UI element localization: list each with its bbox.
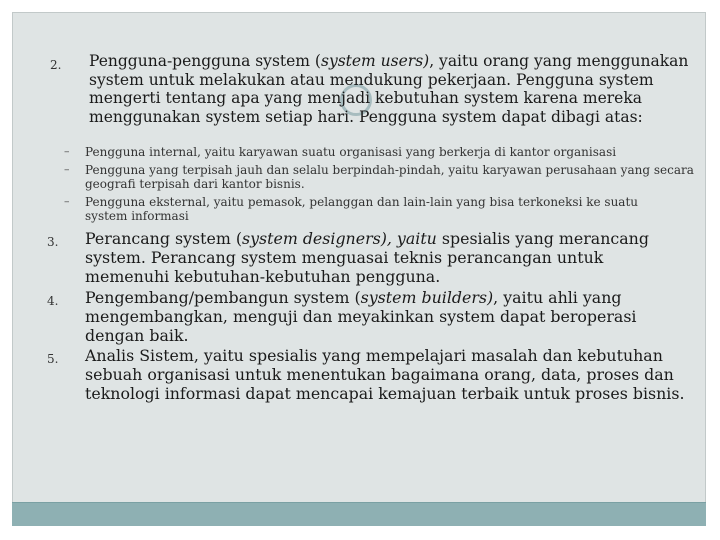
- item-number: 5.: [47, 352, 59, 366]
- subitem-external: Pengguna eksternal, yaitu pemasok, pelanggan dan lain-lain yang bisa terkoneksi ke suatu system informasi: [85, 195, 639, 224]
- item-2-italic: system users): [320, 52, 430, 70]
- dash-bullet: –: [64, 145, 70, 158]
- dash-bullet: –: [64, 163, 70, 176]
- item-5-paragraph: [85, 347, 685, 403]
- item-3-italic: system designers), yaitu: [241, 229, 437, 248]
- item-2-paragraph: [89, 52, 689, 126]
- item-4-paragraph: [85, 289, 685, 345]
- item-4-text-after: , yaitu ahli yang mengembangkan, menguji dan meyakinkan system dapat beroperasi dengan baik.: [85, 288, 637, 345]
- item-4-italic: system builders): [360, 288, 494, 307]
- footer-bar: [12, 502, 706, 526]
- item-number: 4.: [47, 294, 59, 308]
- item-3-paragraph: [85, 230, 685, 286]
- item-number: 3.: [47, 235, 59, 249]
- item-2-text-before: Pengguna-pengguna system (: [89, 52, 321, 70]
- item-3-text-before: Perancang system (: [85, 229, 242, 248]
- item-5-text: Analis Sistem, yaitu spesialis yang mempelajari masalah dan kebutuhan sebuah organisasi untuk menentukan bagaimana orang, data, proses dan teknologi informasi dapat mencapai kemajuan terbaik untuk proses bisnis.: [85, 346, 685, 403]
- subitem-internal: Pengguna internal, yaitu karyawan suatu organisasi yang berkerja di kantor organisasi: [85, 145, 617, 159]
- item-3-text-after: spesialis yang merancang system. Perancang system menguasai teknis perancangan untuk memenuhi kebutuhan-kebutuhan pengguna.: [85, 229, 649, 286]
- item-4-text-before: Pengembang/pembangun system (: [85, 288, 361, 307]
- subitem-remote: Pengguna yang terpisah jauh dan selalu berpindah-pindah, yaitu karyawan perusahaan yang secara geografi terpisah dari kantor bisnis.: [85, 163, 694, 192]
- dash-bullet: –: [64, 195, 70, 208]
- item-number: 2.: [50, 58, 62, 72]
- item-2-text-after: , yaitu orang yang menggunakan system untuk melakukan atau mendukung pekerjaan. Pengguna system mengerti tentang apa yang menjadi kebutuhan system karena mereka menggunakan system setiap hari. Pengguna system dapat dibagi atas:: [89, 52, 689, 126]
